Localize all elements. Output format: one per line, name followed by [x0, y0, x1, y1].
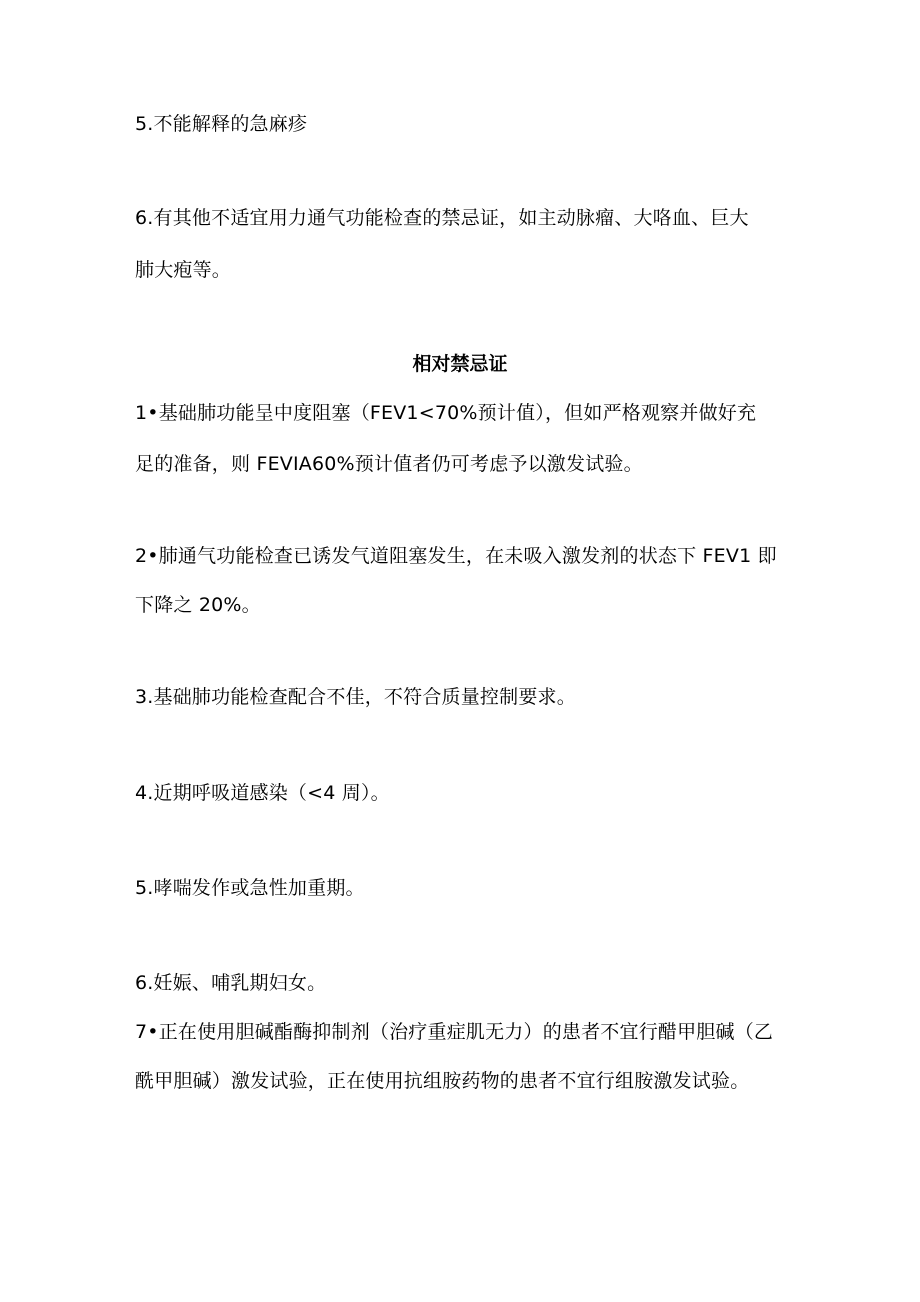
relative-item-5: 5.哮喘发作或急性加重期。: [135, 877, 365, 899]
contraindication-item-6-line-2: 肺大疱等。: [135, 259, 232, 281]
relative-item-2-line-1: 2•肺通气功能检查已诱发气道阻塞发生，在未吸入激发剂的状态下 FEV1 即: [135, 545, 777, 567]
contraindication-item-6-line-1: 6.有其他不适宜用力通气功能检查的禁忌证，如主动脉瘤、大咯血、巨大: [135, 207, 749, 229]
relative-item-7-line-2: 酰甲胆碱）激发试验，正在使用抗组胺药物的患者不宜行组胺激发试验。: [135, 1070, 750, 1092]
section-title: 相对禁忌证: [412, 353, 508, 375]
relative-item-3: 3.基础肺功能检查配合不佳，不符合质量控制要求。: [135, 686, 576, 708]
contraindication-item-5-line-1: 5.不能解释的急麻疹: [135, 113, 308, 135]
relative-item-4: 4.近期呼吸道感染（<4 周）。: [135, 782, 390, 804]
relative-item-7-line-1: 7•正在使用胆碱酯酶抑制剂（治疗重症肌无力）的患者不宜行醋甲胆碱（乙: [135, 1021, 774, 1043]
relative-item-2-line-2: 下降之 20%。: [135, 594, 261, 616]
relative-item-1-line-1: 1•基础肺功能呈中度阻塞（FEV1<70%预计值），但如严格观察并做好充: [135, 402, 757, 424]
relative-item-1-line-2: 足的准备，则 FEVIA60%预计值者仍可考虑予以激发试验。: [135, 453, 643, 475]
relative-item-6: 6.妊娠、哺乳期妇女。: [135, 972, 327, 994]
